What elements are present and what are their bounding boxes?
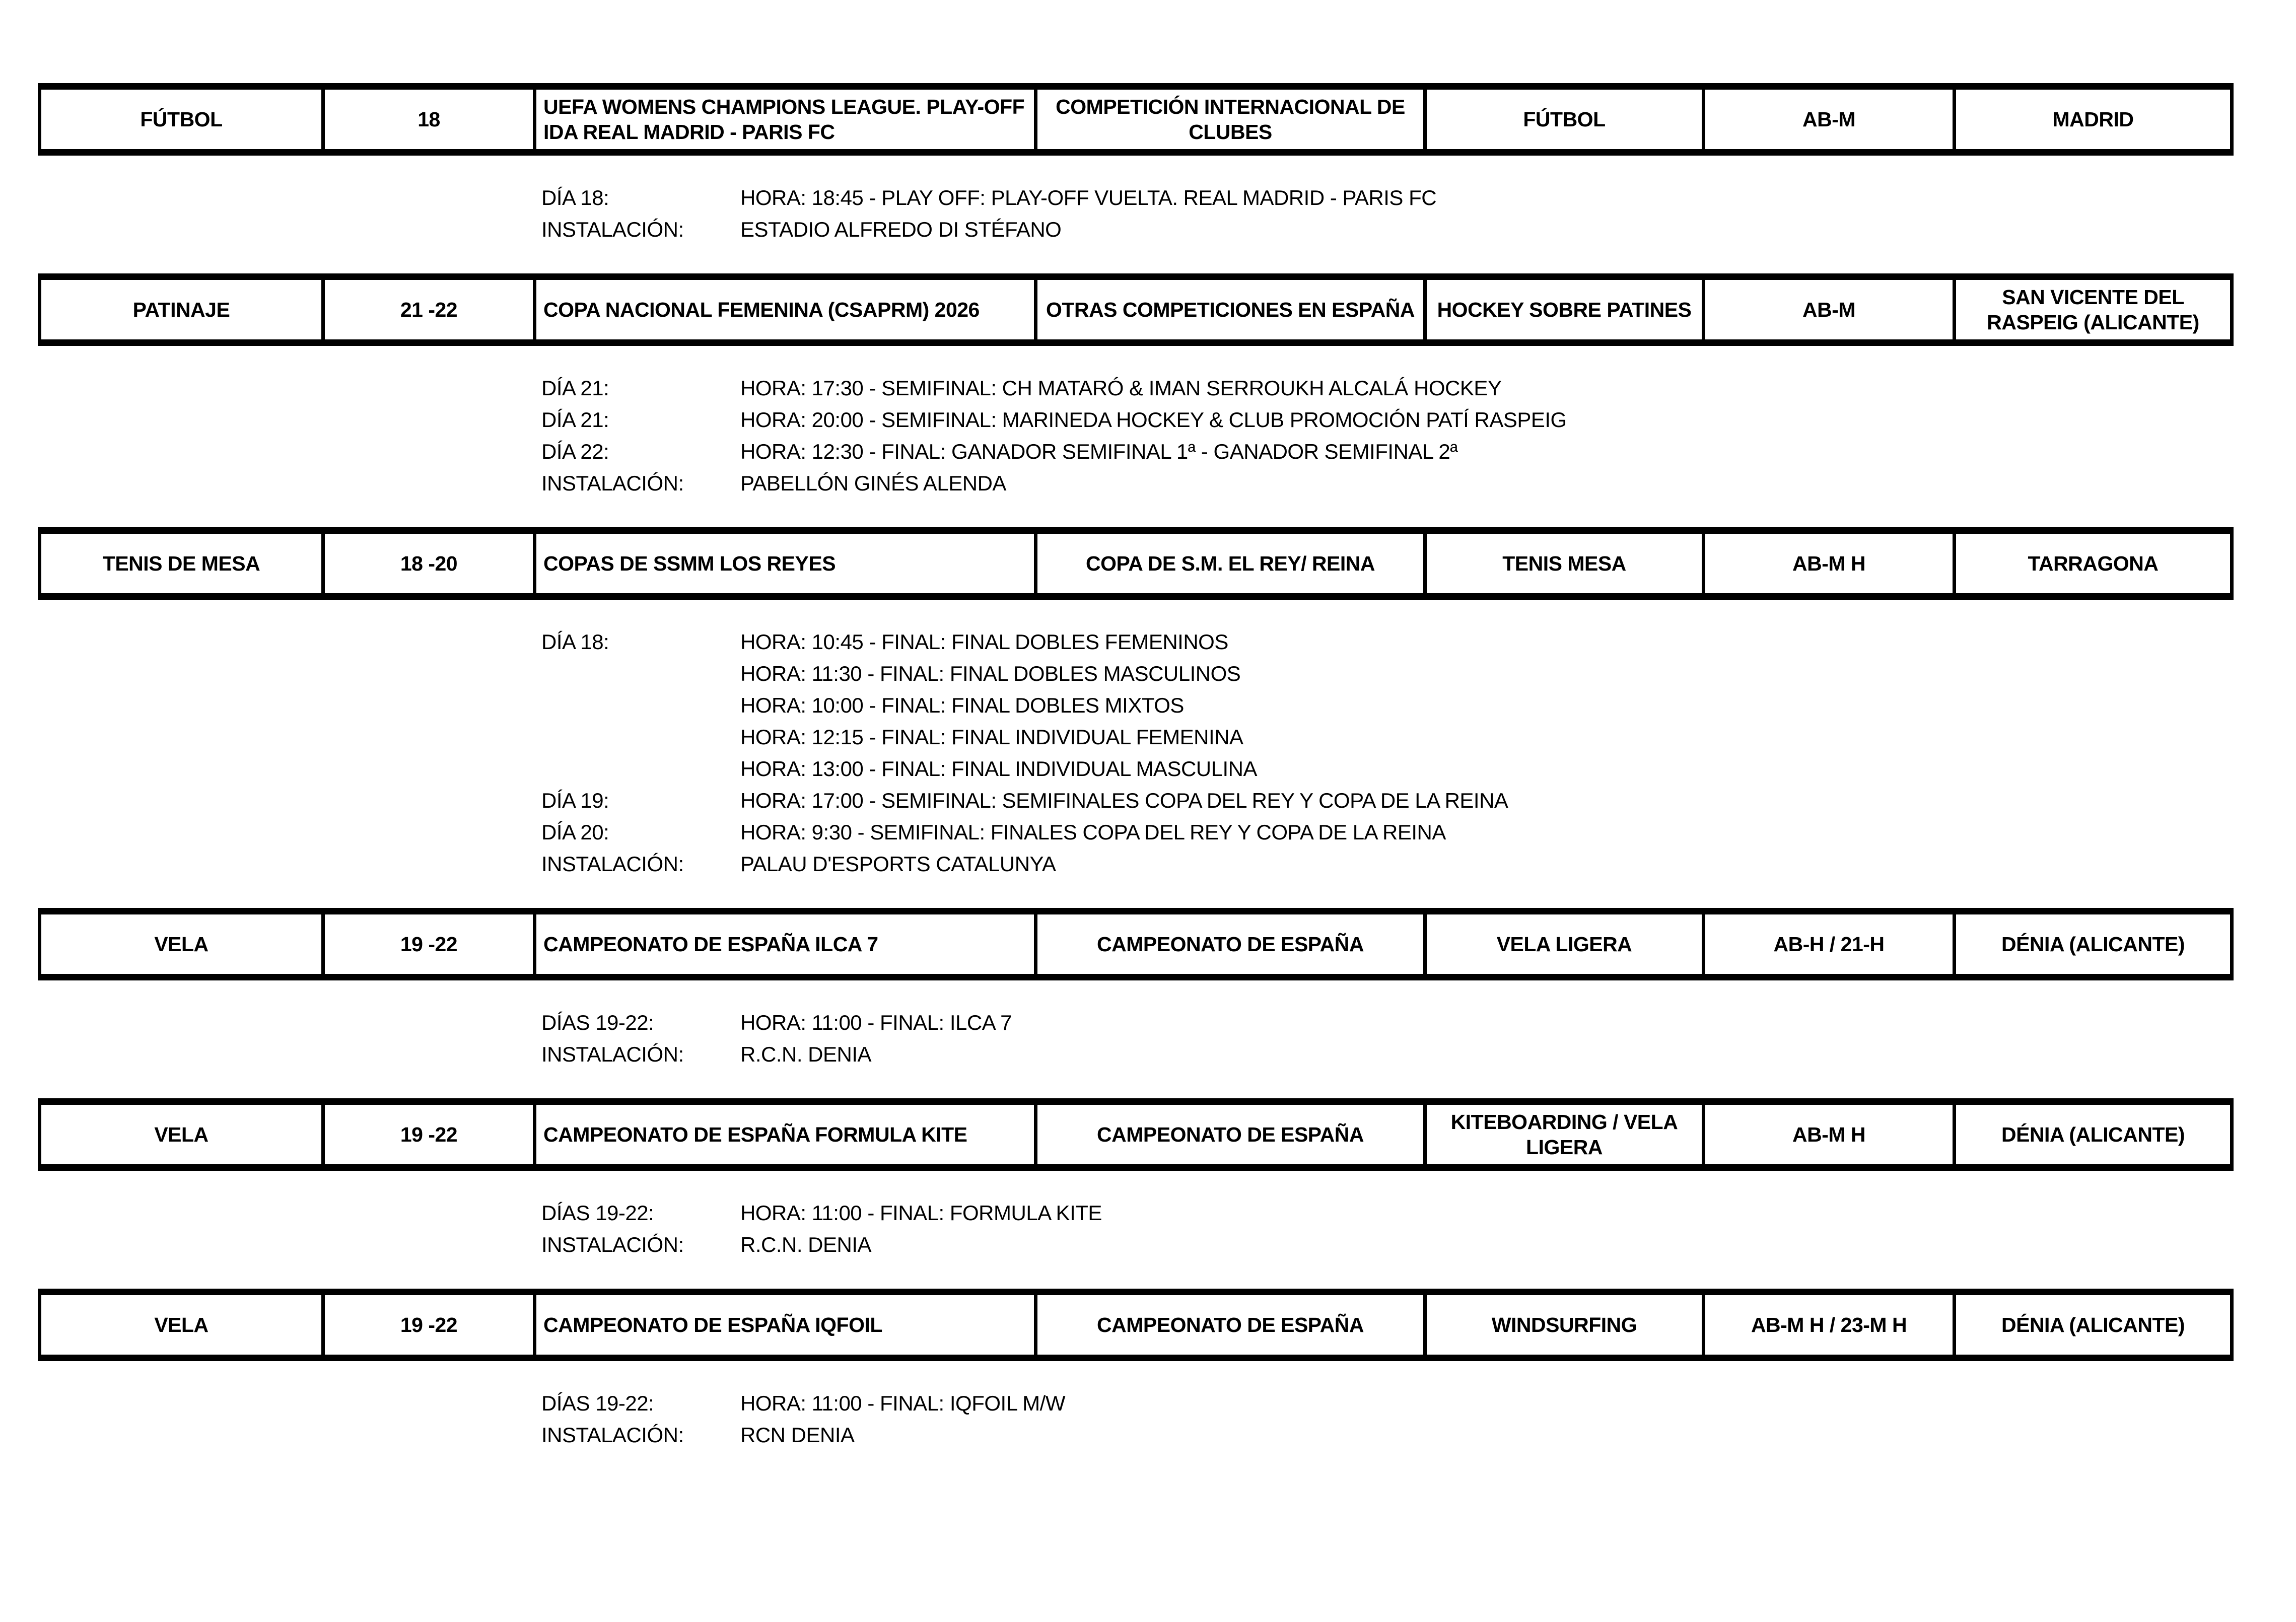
sport-cell: VELA [38,1295,321,1355]
schedule-day-label: DÍAS 19-22: [541,1011,654,1034]
category-cell: AB-M H / 23-M H [1702,1295,1953,1355]
event-block [38,527,2296,880]
event-header-row [38,527,2234,600]
dates-cell: 19 -22 [321,1105,533,1164]
schedule-day-label: DÍA 18: [541,630,609,654]
sport-cell: TENIS DE MESA [38,534,321,593]
schedule-day-label: DÍA 21: [541,408,609,432]
event-header-row [38,1289,2234,1361]
event-schedule [541,626,2296,880]
schedule-line [541,1387,2296,1419]
competition-type-cell: COPA DE S.M. EL REY/ REINA [1034,534,1423,593]
schedule-day-label: INSTALACIÓN: [541,852,684,876]
schedule-line [541,436,2296,467]
discipline-cell: FÚTBOL [1423,90,1702,149]
location-cell: SAN VICENTE DEL RASPEIG (ALICANTE) [1953,280,2234,339]
event-block [38,83,2296,245]
discipline-cell: HOCKEY SOBRE PATINES [1423,280,1702,339]
event-schedule [541,1007,2296,1070]
schedule-entry-text: HORA: 17:30 - SEMIFINAL: CH MATARÓ & IMAN SERROUKH ALCALÁ HOCKEY [740,376,1502,400]
schedule-entry-text: HORA: 10:00 - FINAL: FINAL DOBLES MIXTOS [740,693,1184,717]
dates-cell: 19 -22 [321,1295,533,1355]
schedule-line [541,753,2296,785]
schedule-day-label: DÍA 20: [541,820,609,844]
category-cell: AB-M H [1702,534,1953,593]
location-cell: DÉNIA (ALICANTE) [1953,1295,2234,1355]
schedule-entry-text: R.C.N. DENIA [740,1042,872,1066]
schedule-entry-text: HORA: 13:00 - FINAL: FINAL INDIVIDUAL MASCULINA [740,757,1257,781]
event-name-cell: COPAS DE SSMM LOS REYES [533,534,1034,593]
schedule-day-label [541,689,740,721]
sport-cell: VELA [38,1105,321,1164]
schedule-day-label: DÍAS 19-22: [541,1391,654,1415]
schedule-line [541,182,2296,214]
event-block [38,908,2296,1070]
dates-cell: 18 -20 [321,534,533,593]
category-cell: AB-H / 21-H [1702,914,1953,974]
competition-type-cell: OTRAS COMPETICIONES EN ESPAÑA [1034,280,1423,339]
event-block [38,273,2296,499]
schedule-day-label: DÍA 21: [541,376,609,400]
location-cell: TARRAGONA [1953,534,2234,593]
discipline-cell: WINDSURFING [1423,1295,1702,1355]
schedule-day-label [541,721,740,753]
competition-type-cell: COMPETICIÓN INTERNACIONAL DE CLUBES [1034,90,1423,149]
dates-cell: 19 -22 [321,914,533,974]
schedule-entry-text: PALAU D'ESPORTS CATALUNYA [740,852,1056,876]
event-header-row [38,1098,2234,1171]
schedule-day-label: INSTALACIÓN: [541,1233,684,1256]
schedule-entry-text: HORA: 10:45 - FINAL: FINAL DOBLES FEMENINOS [740,630,1228,654]
schedule-entry-text: HORA: 12:30 - FINAL: GANADOR SEMIFINAL 1ª - GANADOR SEMIFINAL 2ª [740,440,1458,463]
event-name-cell: COPA NACIONAL FEMENINA (CSAPRM) 2026 [533,280,1034,339]
schedule-day-label: INSTALACIÓN: [541,218,684,241]
schedule-entry-text: HORA: 17:00 - SEMIFINAL: SEMIFINALES COPA DEL REY Y COPA DE LA REINA [740,789,1508,812]
schedule-line [541,689,2296,721]
schedule-entry-text: HORA: 11:30 - FINAL: FINAL DOBLES MASCULINOS [740,662,1241,685]
schedule-entry-text: RCN DENIA [740,1423,855,1447]
event-header-row [38,908,2234,980]
schedule-line [541,658,2296,689]
event-name-cell: CAMPEONATO DE ESPAÑA IQFOIL [533,1295,1034,1355]
discipline-cell: KITEBOARDING / VELA LIGERA [1423,1105,1702,1164]
dates-cell: 18 [321,90,533,149]
schedule-day-label [541,658,740,689]
schedule-line [541,1419,2296,1451]
schedule-line [541,1197,2296,1229]
event-header-row [38,273,2234,346]
schedule-day-label: DÍA 19: [541,789,609,812]
schedule-entry-text: HORA: 11:00 - FINAL: IQFOIL M/W [740,1391,1065,1415]
schedule-day-label: DÍA 22: [541,440,609,463]
event-name-cell: UEFA WOMENS CHAMPIONS LEAGUE. PLAY-OFF IDA REAL MADRID - PARIS FC [533,90,1034,149]
schedule-entry-text: HORA: 12:15 - FINAL: FINAL INDIVIDUAL FEMENINA [740,725,1243,749]
event-name-cell: CAMPEONATO DE ESPAÑA ILCA 7 [533,914,1034,974]
schedule-entry-text: HORA: 11:00 - FINAL: FORMULA KITE [740,1201,1102,1225]
competition-type-cell: CAMPEONATO DE ESPAÑA [1034,1105,1423,1164]
schedule-line [541,816,2296,848]
schedule-entry-text: PABELLÓN GINÉS ALENDA [740,471,1006,495]
schedule-day-label: INSTALACIÓN: [541,1423,684,1447]
events-list [38,83,2296,1451]
schedule-entry-text: HORA: 20:00 - SEMIFINAL: MARINEDA HOCKEY & CLUB PROMOCIÓN PATÍ RASPEIG [740,408,1567,432]
competition-type-cell: CAMPEONATO DE ESPAÑA [1034,1295,1423,1355]
schedule-day-label: INSTALACIÓN: [541,1042,684,1066]
dates-cell: 21 -22 [321,280,533,339]
schedule-entry-text: HORA: 11:00 - FINAL: ILCA 7 [740,1011,1012,1034]
schedule-line [541,848,2296,880]
schedule-entry-text: HORA: 18:45 - PLAY OFF: PLAY-OFF VUELTA. REAL MADRID - PARIS FC [740,186,1437,209]
sport-cell: PATINAJE [38,280,321,339]
schedule-day-label [541,753,740,785]
location-cell: DÉNIA (ALICANTE) [1953,1105,2234,1164]
schedule-line [541,626,2296,658]
schedule-line [541,1229,2296,1260]
category-cell: AB-M H [1702,1105,1953,1164]
competition-type-cell: CAMPEONATO DE ESPAÑA [1034,914,1423,974]
category-cell: AB-M [1702,280,1953,339]
event-schedule [541,182,2296,245]
location-cell: DÉNIA (ALICANTE) [1953,914,2234,974]
sport-cell: VELA [38,914,321,974]
event-name-cell: CAMPEONATO DE ESPAÑA FORMULA KITE [533,1105,1034,1164]
category-cell: AB-M [1702,90,1953,149]
schedule-entry-text: R.C.N. DENIA [740,1233,872,1256]
schedule-day-label: INSTALACIÓN: [541,471,684,495]
event-schedule [541,1197,2296,1260]
discipline-cell: TENIS MESA [1423,534,1702,593]
event-schedule [541,1387,2296,1451]
schedule-entry-text: HORA: 9:30 - SEMIFINAL: FINALES COPA DEL REY Y COPA DE LA REINA [740,820,1446,844]
schedule-day-label: DÍAS 19-22: [541,1201,654,1225]
schedule-line [541,721,2296,753]
event-block [38,1098,2296,1260]
schedule-entry-text: ESTADIO ALFREDO DI STÉFANO [740,218,1062,241]
event-block [38,1289,2296,1451]
schedule-line [541,467,2296,499]
discipline-cell: VELA LIGERA [1423,914,1702,974]
schedule-line [541,404,2296,436]
sport-cell: FÚTBOL [38,90,321,149]
schedule-day-label: DÍA 18: [541,186,609,209]
event-schedule [541,372,2296,499]
schedule-line [541,785,2296,816]
location-cell: MADRID [1953,90,2234,149]
schedule-line [541,1038,2296,1070]
schedule-line [541,372,2296,404]
event-header-row [38,83,2234,156]
schedule-line [541,1007,2296,1038]
schedule-line [541,214,2296,245]
